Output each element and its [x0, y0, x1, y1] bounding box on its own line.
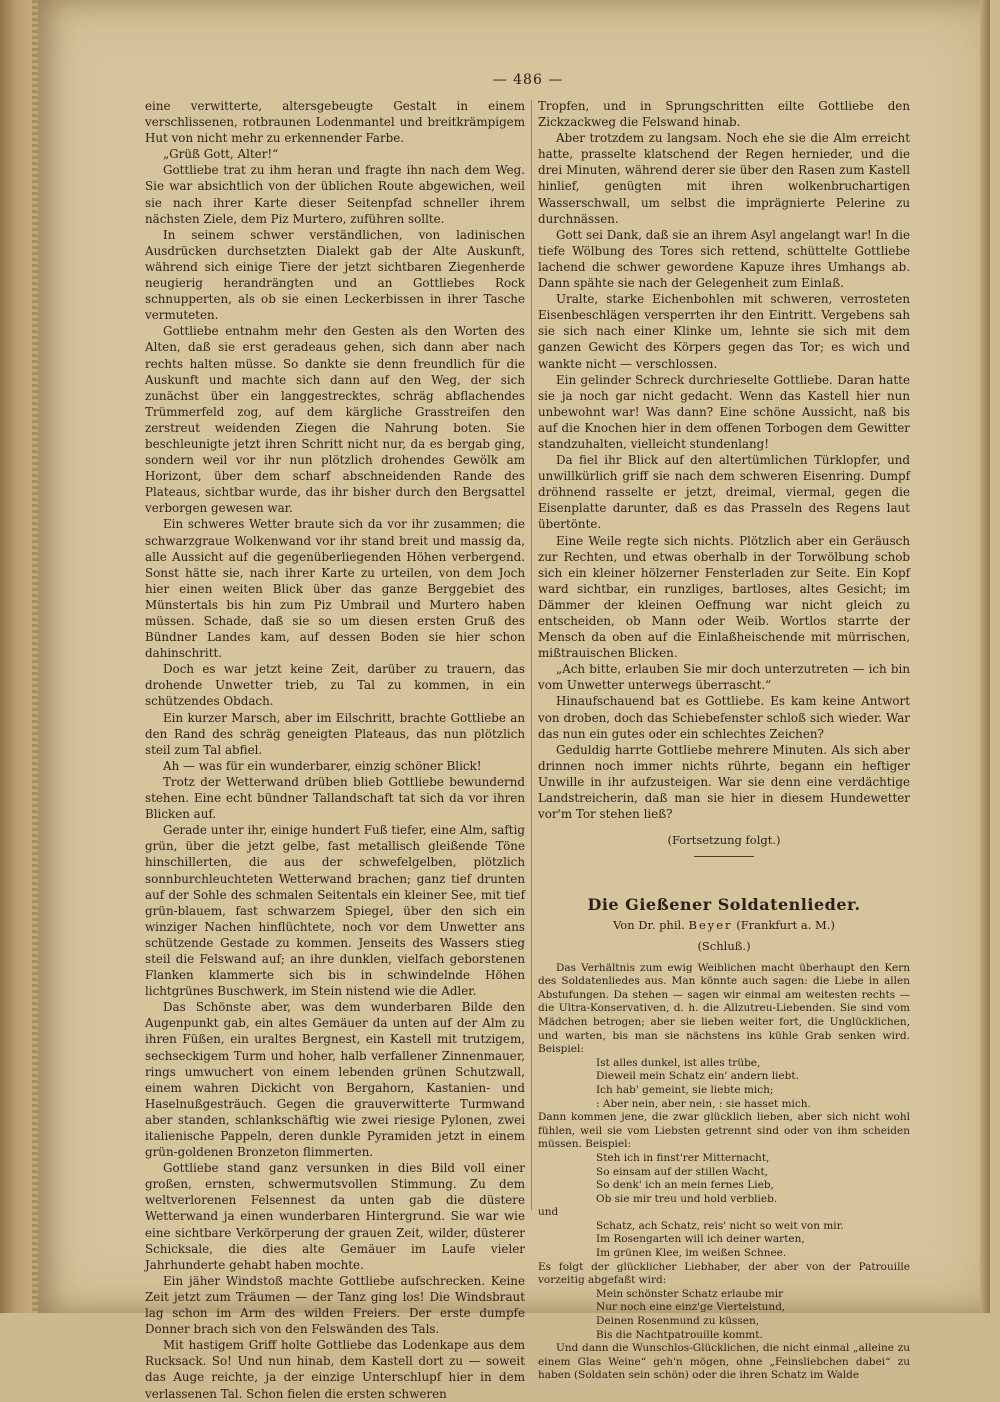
paragraph: Mit hastigem Griff holte Gottliebe das Lodenkape aus dem Rucksack. So! Und nun hinab, dem Kastell dort zu — soweit das Auge reichte, ja der einzige Unterschlupf hier in dem verlassenen Tal. Schon fielen die ersten schweren — [145, 1338, 525, 1401]
paragraph: Gottliebe stand ganz versunken in dies Bild voll einer großen, ernsten, schwermutsvollen Stimmung. Zu dem weltverlorenen Felsennest da unten gab die düstere Wetterwand ja einen wunderbaren Hintergrund. Sie war wie eine sichtbare Verkörperung der grauen Zeit, wilder, düsterer Schicksale, die dies alte Gemäuer im Laufe vieler Jahrhunderte gehabt haben mochte. — [145, 1161, 525, 1272]
paragraph: Eine Weile regte sich nichts. Plötzlich aber ein Geräusch zur Rechten, und etwas oberhalb in der Torwölbung schob sich ein kleiner hölzerner Fensterladen zur Seite. Ein Kopf ward sichtbar, ein runzliges, bartloses, altes Gesicht; im Dämmer der kleinen Oeffnung war nicht gleich zu entscheiden, ob Mann oder Weib. Wortlos starrte der Mensch da oben auf die Einlaßheischende mit mürrischen, mißtrauischen Blicken. — [538, 533, 910, 661]
paragraph: Da fiel ihr Blick auf den altertümlichen Türklopfer, und unwillkürlich griff sie nach dem schweren Eisenring. Dumpf dröhnend rasselte er jetzt, dreimal, viermal, gegen die Eisenplatte darunter, daß es das Prasseln des Regens laut übertönte. — [538, 453, 910, 532]
paragraph: Aber trotzdem zu langsam. Noch ehe sie die Alm erreicht hatte, prasselte klatschend der Regen hernieder, und die drei Minuten, während derer sie über den Rasen zum Kastell hinlief, genügten mit ihren wolkenbruchartigen Wasserschwall, um selbst die imprägnierte Pelerine zu durchnässen. — [538, 131, 910, 226]
book-edge — [0, 0, 38, 1313]
verse-line: Dieweil mein Schatz ein' andern liebt. — [596, 1070, 799, 1083]
paragraph: Geduldig harrte Gottliebe mehrere Minuten. Als sich aber drinnen noch immer nichts rührte, begann ein heftiger Unwille in ihr aufzusteigen. War sie denn eine verdächtige Landstreicherin, daß man sie hier in diesem Hundewetter vor'm Tor stehen ließ? — [538, 742, 910, 822]
paragraph: Ein kurzer Marsch, aber im Eilschritt, brachte Gottliebe an den Rand des schräg geneigten Plateaus, das nun plötzlich steil zum Tal abfiel. — [145, 710, 525, 757]
byline-prefix: Von Dr. phil. — [613, 918, 685, 933]
paragraph: Das Verhältnis zum ewig Weiblichen macht überhaupt den Kern des Soldatenliedes aus. Man könnte auch sagen: die Liebe in allen Abstufungen. Da stehen — sagen wir einmal am weitesten rechts — die Ultra-Konservativen, d. h. die Allzutreu-Liebenden. Sie sind vom Mädchen betrogen; aber sie lieben weiter fort, die Unglücklichen, und warten, bis man sie nächstens ins kühle Grab senken wird. Beispiel: — [538, 961, 910, 1056]
paragraph: Ein gelinder Schreck durchrieselte Gottliebe. Daran hatte sie ja noch gar nicht gedacht. Wenn das Kastell hier nun unbewohnt war! Was dann? Eine schöne Aussicht, naß bis auf die Knochen hier in dem offenen Torbogen dem Gewitter standzuhalten, vielleicht stundenlang! — [538, 372, 910, 451]
paragraph: In seinem schwer verständlichen, von ladinischen Ausdrücken durchsetzten Dialekt gab der Alte Auskunft, während sich einige Tiere der jetzt sichtbaren Ziegenherde neugierig herandrängten und an Gottliebes Rock schnupperten, als ob sie einen Leckerbissen in ihrer Tasche vermuteten. — [145, 227, 525, 323]
paragraph: „Grüß Gott, Alter!“ — [163, 147, 279, 162]
byline — [538, 917, 910, 933]
verse-block — [538, 1152, 910, 1206]
paragraph: Ein jäher Windstoß machte Gottliebe aufschrecken. Keine Zeit jetzt zum Träumen — der Tanz ging los! Die Windsbraut lag schon im Arm des wilden Freiers. Der erste dumpfe Donner brach sich von den Felswänden des Tals. — [145, 1273, 525, 1337]
verse-line: Deinen Rosenmund zu küssen, — [596, 1315, 760, 1328]
connector-word: und — [538, 1206, 559, 1219]
paragraph: „Ach bitte, erlauben Sie mir doch unterzutreten — ich bin vom Unwetter unterwegs überrascht.“ — [538, 662, 910, 693]
paragraph: Doch es war jetzt keine Zeit, darüber zu trauern, das drohende Unwetter trieb, zu Tal zu kommen, in ein schützendes Obdach. — [145, 662, 525, 709]
section-rule — [694, 856, 754, 857]
page-number: — 486 — — [492, 72, 564, 88]
paragraph: Ein schweres Wetter braute sich da vor ihr zusammen; die schwarzgraue Wolkenwand vor ihr stand breit und massig da, alle Aussicht auf die gegenüberliegenden Höhen verbergend. Sonst hätte sie, nach ihrer Karte zu urteilen, von dem Joch hier einen weiten Blick über das ganze Berggebiet des Münstertals bis hin zum Piz Umbrail und Murtero haben müssen. Schade, daß sie so um diesen ersten Gruß des Bündner Landes kam, auf dessen Boden sie hier schon dahinschritt. — [145, 517, 525, 661]
paragraph: Hinaufschauend bat es Gottliebe. Es kam keine Antwort von droben, doch das Schiebefenster schloß sich wieder. War das nun ein gutes oder ein schlechtes Zeichen? — [538, 694, 910, 741]
page-gutter-shadow — [980, 0, 990, 1313]
verse-block — [538, 1220, 910, 1261]
verse-block — [538, 1057, 910, 1111]
paragraph: Ah — was für ein wunderbarer, einzig schöner Blick! — [163, 758, 482, 773]
verse-line: So einsam auf der stillen Wacht, — [596, 1165, 769, 1178]
article-body — [538, 962, 910, 1383]
paragraph: Tropfen, und in Sprungschritten eilte Gottliebe den Zickzackweg die Felswand hinab. — [538, 99, 910, 130]
paragraph: Und dann die Wunschlos-Glücklichen, die nicht einmal „alleine zu einem Glas Weine“ geh'n mögen, ohne „Feinsliebchen dabei“ zu haben (Soldaten sein schön) oder die ihren Schatz im Walde — [538, 1342, 910, 1382]
paragraph: Dann kommen jene, die zwar glücklich lieben, aber sich nicht wohl fühlen, weil sie vom Liebsten getrennt sind oder von ihm scheiden müssen. Beispiel: — [538, 1111, 910, 1151]
byline-place: (Frankfurt a. M.) — [736, 918, 835, 933]
verse-line: Bis die Nachtpatrouille kommt. — [596, 1328, 763, 1341]
paragraph: Uralte, starke Eichenbohlen mit schweren, verrosteten Eisenbeschlägen versperrten ihr den Eintritt. Vergebens sah sie sich nach einer Klinke um, lehnte sie sich mit dem ganzen Gewicht des Körpers gegen das Tor; es wich und wankte nicht — verschlossen. — [538, 292, 910, 371]
verse-line: Im Rosengarten will ich deiner warten, — [596, 1233, 805, 1246]
paragraph: eine verwitterte, altersgebeugte Gestalt in einem verschlissenen, rotbraunen Lodenmantel und breitkrämpigem Hut von nicht mehr zu erkennender Farbe. — [145, 99, 525, 146]
paragraph: Das Schönste aber, was dem wunderbaren Bilde den Augenpunkt gab, ein altes Gemäuer da unten auf der Alm zu ihren Füßen, ein uraltes Bergnest, ein Kastell mit trutzigem, sechseckigem Turm und hoher, halb verfallener Zinnenmauer, rings umwuchert von einem lebenden grünen Schutzwall, einem wahren Dickicht von Bergahorn, Kastanien- und Haselnußgesträuch. Gegen die grauverwitterte Turmwand aber standen, schlankschäftig wie zwei riesige Pylonen, zwei italienische Pappeln, deren dunkle Pyramiden jetzt in einem grün-goldenen Bronzeton flimmerten. — [145, 1000, 525, 1160]
verse-line: Nur noch eine einz'ge Viertelstund, — [596, 1301, 786, 1314]
verse-block — [538, 1288, 910, 1342]
paragraph: Gottliebe entnahm mehr den Gesten als den Worten des Alten, daß sie erst geradeaus gehen, sich dann aber nach rechts halten müsse. So dankte sie denn freundlich für die Auskunft und machte sich dann auf den Weg, der sich zunächst über ein langgestrecktes, schräg abflachendes Trümmerfeld zog, auf dem kärgliche Grasstreifen den zerstreut weidenden Ziegen die Nahrung boten. Sie beschleunigte jetzt ihren Schritt nicht nur, da es bergab ging, sondern weil vor ihr nun plötzlich drohendes Gewölk am Horizont, über dem scharf abschneidenden Rande des Plateaus, sichtbar wurde, das ihr bisher durch den Bergsattel verborgen gewesen war. — [145, 324, 525, 516]
verse-line: Ist alles dunkel, ist alles trübe, — [596, 1056, 761, 1069]
right-column — [538, 98, 910, 1383]
paragraph: Trotz der Wetterwand drüben blieb Gottliebe bewundernd stehen. Eine echt bündner Tallandschaft tat sich da vor ihren Blicken auf. — [145, 774, 525, 822]
verse-line: Ob sie mir treu und hold verblieb. — [596, 1192, 778, 1205]
verse-line: : Aber nein, aber nein, : sie hasset mich. — [596, 1097, 811, 1110]
paragraph: Gott sei Dank, daß sie an ihrem Asyl angelangt war! In die tiefe Wölbung des Tores sich rettend, schüttelte Gottliebe lachend die schwer gewordene Kapuze ihres Umhangs ab. Dann spähte sie nach der Gelegenheit zum Einlaß. — [538, 227, 910, 291]
left-column — [145, 98, 525, 1402]
continuation-note: (Fortsetzung folgt.) — [667, 833, 781, 848]
column-divider — [531, 100, 532, 1210]
verse-line: Mein schönster Schatz erlaube mir — [596, 1287, 784, 1300]
paragraph: Es folgt der glücklicher Liebhaber, der aber von der Patrouille vorzeitig abgefaßt wird: — [538, 1260, 910, 1287]
verse-line: Ich hab' gemeint, sie liebte mich; — [596, 1083, 774, 1096]
byline-author: Beyer — [688, 918, 733, 933]
verse-line: Steh ich in finst'rer Mitternacht, — [596, 1151, 770, 1164]
paragraph: Gottliebe trat zu ihm heran und fragte ihn nach dem Weg. Sie war absichtlich von der üblichen Route abgewichen, weil sie nach ihrer Karte dieser Seitenpfad schneller ihrem nächsten Ziele, dem Piz Murtero, zuführen sollte. — [145, 163, 525, 226]
article-title: Die Gießener Soldatenlieder. — [587, 895, 861, 915]
verse-line: So denk' ich an mein fernes Lieb, — [596, 1179, 774, 1192]
paragraph: Gerade unter ihr, einige hundert Fuß tiefer, eine Alm, saftig grün, über die jetzt gelbe, fast metallisch gleißende Töne hinschillerten, die aus der schwefelgelben, plötzlich sonnburchleuchteten Wetterwand brachen; ganz tief drunten auf der Sohle des schmalen Seitentals ein kleiner See, mit tief grün-blauem, fast schwarzem Spiegel, über den sich ein winziger Nachen hinflüchtete, noch vor dem Unwetter ans schützende Gestade zu kommen. Jenseits des Wassers stieg steil die Felswand auf; an ihre dunklen, vielfach geborstenen Flanken klammerte sich bis in schwindelnde Höhen lichtgrünes Buschwerk, im Stein nistend wie die Adler. — [145, 823, 525, 999]
article-subtitle: (Schluß.) — [697, 938, 751, 953]
verse-line: Schatz, ach Schatz, reis' nicht so weit von mir. — [596, 1219, 844, 1232]
verse-line: Im grünen Klee, im weißen Schnee. — [596, 1247, 787, 1260]
